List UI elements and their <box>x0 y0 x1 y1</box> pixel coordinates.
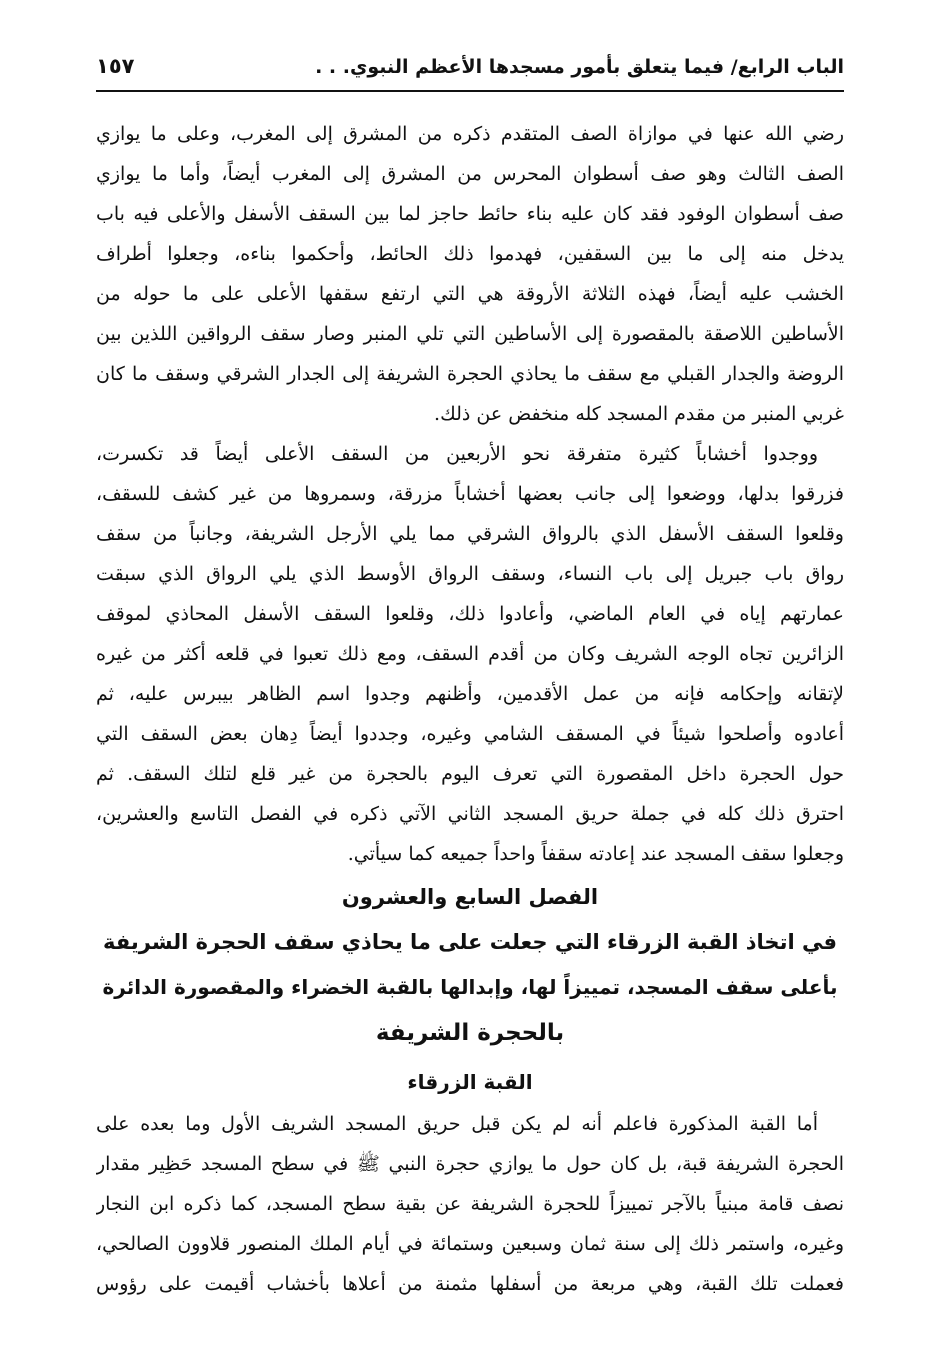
text-line: أعادوه وأصلحوا شيئاً في المسقف الشامي وغيره، وجددوا أيضاً دِهان بعض السقف التي <box>96 723 844 745</box>
running-header-title: الباب الرابع/ فيما يتعلق بأمور مسجدها الأعظم النبوي. . . <box>315 56 844 78</box>
text-line: احترق ذلك كله في جملة حريق المسجد الثاني الآتي ذكره في الفصل التاسع والعشرين، <box>96 803 844 825</box>
chapter-title-line: بالحجرة الشريفة <box>375 1020 565 1046</box>
text-line: الروضة والجدار القبلي مع سقف ما يحاذي الحجرة الشريفة إلى الجدار الشرقي وسقف ما كان <box>96 363 844 385</box>
text-line: الحجرة الشريفة قبة، بل كان حول ما يوازي حجرة النبي ﷺ في سطح المسجد حَظِير مقدار <box>96 1153 844 1175</box>
chapter-heading: الفصل السابع والعشرون <box>341 885 599 909</box>
text-line: لإتقانه وإحكامه فإنه من عمل الأقدمين، وأظنهم وجدوا اسم الظاهر بيبرس عليه، ثم <box>96 683 844 705</box>
text-line: نصف قامة مبنياً بالآجر تمييزاً للحجرة الشريفة عن بقية سطح المسجد، كما ذكره ابن النجار <box>96 1193 844 1215</box>
text-line: الصف الثالث وهو صف أسطوان المحرس من المشرق إلى المغرب أيضاً، وأما ما يوازي <box>96 163 844 185</box>
text-line: وغيره، واستمر ذلك إلى سنة ثمان وسبعين وستمائة في أيام الملك المنصور قلاوون الصالحي، <box>96 1233 844 1255</box>
page-number: ١٥٧ <box>96 54 135 78</box>
text-line: أما القبة المذكورة فاعلم أنه لم يكن قبل حريق المسجد الشريف الأول وما بعده على <box>96 1113 818 1135</box>
text-line: يدخل منه إلى ما بين السقفين، فهدموا ذلك الحائط، وأحكموا بناءه، وجعلوا أطراف <box>96 243 844 265</box>
text-line: صف أسطوان الوفود فقد كان عليه بناء حائط حاجز لما بين السقف الأسفل والأعلى فيه باب <box>96 203 844 225</box>
chapter-title-line: بأعلى سقف المسجد، تمييزاً لها، وإبدالها بالقبة الخضراء والمقصورة الدائرة <box>102 975 838 999</box>
text-line: حول الحجرة داخل المقصورة التي تعرف اليوم بالحجرة من غير قلع لتلك السقف. ثم <box>96 763 844 785</box>
running-header <box>96 50 844 86</box>
text-line: فزرقوا بدلها، ووضعوا إلى جانب بعضها أخشاباً مزرقة، وسمروها من غير كشف للسقف، <box>96 483 844 505</box>
text-line: فعملت تلك القبة، وهي مربعة من أسفلها مثمنة من أعلاها بأخشاب أقيمت على رؤوس <box>96 1273 844 1295</box>
section-subheading: القبة الزرقاء <box>407 1070 533 1094</box>
text-line: رضي الله عنها في موازاة الصف المتقدم ذكره من المشرق إلى المغرب، وعلى ما يوازي <box>96 123 844 145</box>
text-line: عمارتهم إياه في العام الماضي، وأعادوا ذلك، وقلعوا السقف الأسفل المحاذي لموقف <box>96 603 844 625</box>
text-line: الخشب عليه أيضاً، فهذه الثلاثة الأروقة هي التي ارتفع سقفها الأعلى على ما حوله من <box>96 283 844 305</box>
chapter-title-line: في اتخاذ القبة الزرقاء التي جعلت على ما يحاذي سقف الحجرة الشريفة <box>103 930 837 954</box>
text-line: الأساطين اللاصقة بالمقصورة إلى الأساطين التي تلي المنبر وصار سقف الرواقين اللذين بين <box>96 323 844 345</box>
text-line: الزائرين تجاه الوجه الشريف وكان من أقدم السقف، ومع ذلك تعبوا في قلعه أكثر من غيره <box>96 643 844 665</box>
text-line: وجعلوا سقف المسجد عند إعادته سقفاً واحداً جميعه كما سيأتي. <box>347 843 844 865</box>
text-line: وقلعوا السقف الأسفل الذي بالرواق الشرقي مما يلي الأرجل الشريفة، وجانباً من سقف <box>96 523 844 545</box>
text-line: ووجدوا أخشاباً كثيرة متفرقة نحو الأربعين من السقف الأعلى أيضاً قد تكسرت، <box>96 443 818 465</box>
header-divider <box>96 90 844 92</box>
text-line: غربي المنبر من مقدم المسجد كله منخفض عن ذلك. <box>434 403 844 425</box>
text-line: رواق باب جبريل إلى باب النساء، وسقف الرواق الأوسط الذي يلي الرواق الذي سبقت <box>96 563 844 585</box>
